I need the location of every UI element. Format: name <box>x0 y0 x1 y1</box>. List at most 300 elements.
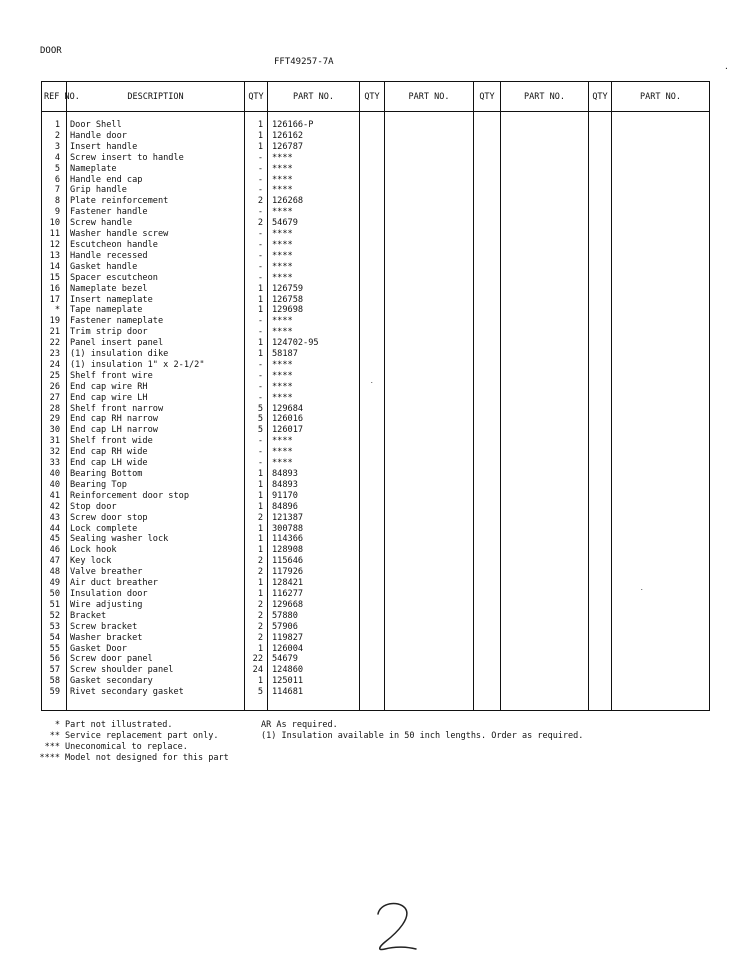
empty-cell <box>360 698 385 710</box>
empty-cell <box>589 414 612 425</box>
empty-cell <box>474 338 501 349</box>
table-row <box>42 142 710 153</box>
qty-header: QTY <box>360 82 385 112</box>
empty-cell <box>385 502 474 513</box>
table-row <box>42 545 710 556</box>
empty-cell <box>474 567 501 578</box>
qty-cell: 1 <box>245 349 268 360</box>
empty-cell <box>474 153 501 164</box>
empty-cell <box>589 185 612 196</box>
table-row <box>42 327 710 338</box>
description-cell: Spacer escutcheon <box>67 273 245 284</box>
ref-no-cell: 30 <box>42 425 67 436</box>
description-cell: Screw door panel <box>67 654 245 665</box>
description-cell: Gasket Door <box>67 644 245 655</box>
empty-cell <box>474 382 501 393</box>
empty-cell <box>474 534 501 545</box>
empty-cell <box>385 480 474 491</box>
table-row <box>42 425 710 436</box>
empty-cell <box>501 414 589 425</box>
empty-cell <box>474 578 501 589</box>
description-cell: Nameplate <box>67 164 245 175</box>
part-no-cell: 300788 <box>268 524 360 535</box>
empty-cell <box>360 360 385 371</box>
description-header: DESCRIPTION <box>67 82 245 112</box>
description-cell: (1) insulation 1" x 2-1/2" <box>67 360 245 371</box>
ref-no-cell: 19 <box>42 316 67 327</box>
description-cell: End cap LH narrow <box>67 425 245 436</box>
empty-cell <box>385 382 474 393</box>
description-cell: Tape nameplate <box>67 305 245 316</box>
table-row <box>42 589 710 600</box>
empty-cell <box>501 633 589 644</box>
ref-no-cell: 15 <box>42 273 67 284</box>
empty-cell <box>360 196 385 207</box>
empty-cell <box>589 284 612 295</box>
description-cell: Bearing Bottom <box>67 469 245 480</box>
empty-cell <box>360 578 385 589</box>
table-row <box>42 654 710 665</box>
empty-cell <box>474 349 501 360</box>
empty-cell <box>501 654 589 665</box>
empty-cell <box>589 524 612 535</box>
empty-cell <box>474 229 501 240</box>
empty-cell <box>501 502 589 513</box>
empty-cell <box>474 207 501 218</box>
empty-cell <box>385 185 474 196</box>
empty-cell <box>474 600 501 611</box>
qty-cell: 1 <box>245 491 268 502</box>
part-no-cell: **** <box>268 327 360 338</box>
description-cell: Screw handle <box>67 218 245 229</box>
empty-cell <box>501 458 589 469</box>
empty-cell <box>474 142 501 153</box>
part-no-cell: 115646 <box>268 556 360 567</box>
ref-no-cell: 17 <box>42 295 67 306</box>
table-row <box>42 469 710 480</box>
empty-cell <box>589 425 612 436</box>
empty-cell <box>612 327 710 338</box>
part-no-cell: 128421 <box>268 578 360 589</box>
table-row <box>42 229 710 240</box>
empty-cell <box>612 382 710 393</box>
empty-cell <box>501 262 589 273</box>
empty-cell <box>474 371 501 382</box>
description-cell: Air duct breather <box>67 578 245 589</box>
empty-cell <box>474 698 501 710</box>
part-no-cell: **** <box>268 251 360 262</box>
part-no-cell: 126758 <box>268 295 360 306</box>
ref-no-cell: 29 <box>42 414 67 425</box>
qty-cell: - <box>245 240 268 251</box>
ref-no-cell: 46 <box>42 545 67 556</box>
empty-cell <box>589 698 612 710</box>
part-no-cell: 126166-P <box>268 120 360 131</box>
footnote <box>34 753 229 764</box>
ref-no-cell: 16 <box>42 284 67 295</box>
empty-cell <box>501 360 589 371</box>
empty-cell <box>589 644 612 655</box>
empty-cell <box>385 295 474 306</box>
qty-cell: - <box>245 393 268 404</box>
empty-cell <box>612 251 710 262</box>
empty-cell <box>245 698 268 710</box>
empty-cell <box>589 360 612 371</box>
empty-cell <box>501 545 589 556</box>
empty-cell <box>385 458 474 469</box>
empty-cell <box>501 371 589 382</box>
description-cell: Fastener handle <box>67 207 245 218</box>
description-cell: Bearing Top <box>67 480 245 491</box>
empty-cell <box>474 589 501 600</box>
empty-cell <box>612 578 710 589</box>
empty-cell <box>612 665 710 676</box>
empty-cell <box>360 262 385 273</box>
empty-cell <box>360 295 385 306</box>
part-no-cell: 117926 <box>268 567 360 578</box>
description-cell: Shelf front wire <box>67 371 245 382</box>
empty-cell <box>474 447 501 458</box>
qty-cell: 2 <box>245 513 268 524</box>
empty-cell <box>474 175 501 186</box>
empty-cell <box>612 360 710 371</box>
empty-cell <box>385 436 474 447</box>
empty-cell <box>474 524 501 535</box>
part-no-header: PART NO. <box>268 82 360 112</box>
part-no-cell: 116277 <box>268 589 360 600</box>
description-cell: Handle door <box>67 131 245 142</box>
ref-no-cell: 6 <box>42 175 67 186</box>
ref-no-cell: 23 <box>42 349 67 360</box>
table-row <box>42 633 710 644</box>
part-no-cell: 124860 <box>268 665 360 676</box>
ref-no-cell: 22 <box>42 338 67 349</box>
description-cell: Wire adjusting <box>67 600 245 611</box>
empty-cell <box>385 175 474 186</box>
description-cell: Screw shoulder panel <box>67 665 245 676</box>
stray-mark: . <box>640 585 644 592</box>
qty-cell: - <box>245 207 268 218</box>
empty-cell <box>385 622 474 633</box>
part-no-header: PART NO. <box>501 82 589 112</box>
description-cell: End cap RH narrow <box>67 414 245 425</box>
empty-cell <box>474 436 501 447</box>
table-row <box>42 534 710 545</box>
footnote-text: Service replacement part only. <box>65 731 219 741</box>
empty-cell <box>612 229 710 240</box>
table-row <box>42 513 710 524</box>
empty-cell <box>612 633 710 644</box>
empty-cell <box>612 600 710 611</box>
empty-cell <box>589 382 612 393</box>
part-no-cell: **** <box>268 458 360 469</box>
empty-cell <box>385 327 474 338</box>
empty-cell <box>501 284 589 295</box>
empty-cell <box>474 305 501 316</box>
table-row <box>42 185 710 196</box>
empty-cell <box>501 316 589 327</box>
description-cell: Bracket <box>67 611 245 622</box>
footnote-mark: * <box>54 720 60 730</box>
table-row <box>42 284 710 295</box>
table-row <box>42 458 710 469</box>
empty-cell <box>474 556 501 567</box>
part-no-cell: **** <box>268 360 360 371</box>
empty-cell <box>612 349 710 360</box>
ref-no-cell: 45 <box>42 534 67 545</box>
empty-cell <box>360 589 385 600</box>
qty-cell: - <box>245 447 268 458</box>
empty-cell <box>385 218 474 229</box>
empty-cell <box>612 698 710 710</box>
description-cell: Panel insert panel <box>67 338 245 349</box>
ref-no-cell: 4 <box>42 153 67 164</box>
empty-cell <box>474 273 501 284</box>
empty-cell <box>612 240 710 251</box>
empty-cell <box>385 316 474 327</box>
ref-no-cell: 44 <box>42 524 67 535</box>
part-no-cell: 126787 <box>268 142 360 153</box>
empty-cell <box>589 262 612 273</box>
empty-cell <box>501 175 589 186</box>
empty-cell <box>474 360 501 371</box>
qty-cell: 1 <box>245 120 268 131</box>
table-spacer-row <box>42 112 710 121</box>
empty-cell <box>589 404 612 415</box>
description-cell: End cap LH wide <box>67 458 245 469</box>
empty-cell <box>589 218 612 229</box>
empty-cell <box>612 502 710 513</box>
part-no-cell: 129684 <box>268 404 360 415</box>
part-no-cell: **** <box>268 382 360 393</box>
footnote-text: Part not illustrated. <box>65 720 173 730</box>
empty-cell <box>589 600 612 611</box>
empty-cell <box>501 644 589 655</box>
empty-cell <box>385 513 474 524</box>
qty-cell: 1 <box>245 295 268 306</box>
ref-no-cell: 14 <box>42 262 67 273</box>
table-row <box>42 273 710 284</box>
empty-cell <box>360 480 385 491</box>
empty-cell <box>589 687 612 698</box>
empty-cell <box>589 196 612 207</box>
table-row <box>42 164 710 175</box>
empty-cell <box>385 567 474 578</box>
ref-no-cell: 55 <box>42 644 67 655</box>
ref-no-cell: 7 <box>42 185 67 196</box>
empty-cell <box>501 142 589 153</box>
empty-cell <box>474 131 501 142</box>
description-cell: Grip handle <box>67 185 245 196</box>
ref-no-cell: 2 <box>42 131 67 142</box>
empty-cell <box>360 371 385 382</box>
table-row <box>42 687 710 698</box>
empty-cell <box>360 665 385 676</box>
empty-cell <box>360 545 385 556</box>
table-row <box>42 240 710 251</box>
table-filler-row <box>42 698 710 710</box>
empty-cell <box>360 382 385 393</box>
empty-cell <box>385 207 474 218</box>
part-no-cell: **** <box>268 175 360 186</box>
empty-cell <box>360 240 385 251</box>
empty-cell <box>385 284 474 295</box>
table-row <box>42 676 710 687</box>
empty-cell <box>360 164 385 175</box>
empty-cell <box>589 491 612 502</box>
ref-no-cell: 54 <box>42 633 67 644</box>
empty-cell <box>589 654 612 665</box>
qty-cell: 1 <box>245 131 268 142</box>
qty-cell: - <box>245 436 268 447</box>
part-no-cell: 114681 <box>268 687 360 698</box>
empty-cell <box>385 360 474 371</box>
empty-cell <box>385 469 474 480</box>
ref-no-cell: 42 <box>42 502 67 513</box>
qty-cell: 1 <box>245 534 268 545</box>
empty-cell <box>360 316 385 327</box>
empty-cell <box>589 534 612 545</box>
empty-cell <box>501 338 589 349</box>
description-cell: Door Shell <box>67 120 245 131</box>
table-row <box>42 600 710 611</box>
empty-cell <box>474 393 501 404</box>
empty-cell <box>612 480 710 491</box>
ref-no-cell: 52 <box>42 611 67 622</box>
empty-cell <box>612 218 710 229</box>
empty-cell <box>385 414 474 425</box>
empty-cell <box>589 447 612 458</box>
empty-cell <box>501 393 589 404</box>
empty-cell <box>612 611 710 622</box>
qty-cell: 5 <box>245 414 268 425</box>
empty-cell <box>360 305 385 316</box>
description-cell: Gasket secondary <box>67 676 245 687</box>
qty-cell: 1 <box>245 524 268 535</box>
empty-cell <box>474 622 501 633</box>
empty-cell <box>360 469 385 480</box>
qty-cell: 2 <box>245 633 268 644</box>
table-row <box>42 262 710 273</box>
empty-cell <box>589 665 612 676</box>
empty-cell <box>589 164 612 175</box>
table-row <box>42 120 710 131</box>
empty-cell <box>589 305 612 316</box>
footnote-mark: **** <box>39 753 60 763</box>
table-row <box>42 578 710 589</box>
ref-no-cell: 49 <box>42 578 67 589</box>
qty-cell: 5 <box>245 404 268 415</box>
empty-cell <box>612 371 710 382</box>
empty-cell <box>385 600 474 611</box>
empty-cell <box>360 185 385 196</box>
qty-cell: 1 <box>245 502 268 513</box>
empty-cell <box>589 556 612 567</box>
part-no-cell: **** <box>268 316 360 327</box>
table-row <box>42 382 710 393</box>
empty-cell <box>474 545 501 556</box>
table-row <box>42 218 710 229</box>
table-row <box>42 447 710 458</box>
empty-cell <box>501 425 589 436</box>
table-row <box>42 414 710 425</box>
empty-cell <box>612 196 710 207</box>
part-no-cell: 84893 <box>268 469 360 480</box>
empty-cell <box>589 633 612 644</box>
empty-cell <box>474 414 501 425</box>
empty-cell <box>474 469 501 480</box>
description-cell: Handle end cap <box>67 175 245 186</box>
empty-cell <box>385 251 474 262</box>
handwritten-page-mark <box>372 900 422 952</box>
table-row <box>42 349 710 360</box>
empty-cell <box>360 622 385 633</box>
empty-cell <box>501 295 589 306</box>
empty-cell <box>474 502 501 513</box>
table-row <box>42 175 710 186</box>
empty-cell <box>360 611 385 622</box>
description-cell: Washer bracket <box>67 633 245 644</box>
footnote-text: Model not designed for this part <box>65 753 229 763</box>
ref-no-cell: 3 <box>42 142 67 153</box>
empty-cell <box>501 480 589 491</box>
empty-cell <box>385 534 474 545</box>
empty-cell <box>501 567 589 578</box>
empty-cell <box>385 164 474 175</box>
qty-cell: 5 <box>245 425 268 436</box>
empty-cell <box>501 436 589 447</box>
note-as-required: AR As required. <box>261 720 338 730</box>
empty-cell <box>589 338 612 349</box>
empty-cell <box>42 698 67 710</box>
part-no-cell: 58187 <box>268 349 360 360</box>
empty-cell <box>474 120 501 131</box>
footnote-text: Uneconomical to replace. <box>65 742 188 752</box>
empty-cell <box>501 611 589 622</box>
empty-cell <box>501 196 589 207</box>
empty-cell <box>612 338 710 349</box>
table-row <box>42 131 710 142</box>
empty-cell <box>589 513 612 524</box>
empty-cell <box>612 185 710 196</box>
ref-no-cell: 9 <box>42 207 67 218</box>
empty-cell <box>501 251 589 262</box>
empty-cell <box>360 175 385 186</box>
description-cell: Valve breather <box>67 567 245 578</box>
table-row <box>42 665 710 676</box>
qty-cell: - <box>245 316 268 327</box>
empty-cell <box>612 273 710 284</box>
empty-cell <box>612 458 710 469</box>
description-cell: Stop door <box>67 502 245 513</box>
empty-cell <box>612 305 710 316</box>
empty-cell <box>612 153 710 164</box>
qty-cell: 2 <box>245 567 268 578</box>
empty-cell <box>474 665 501 676</box>
part-no-cell: 125011 <box>268 676 360 687</box>
empty-cell <box>474 480 501 491</box>
table-row <box>42 338 710 349</box>
empty-cell <box>501 447 589 458</box>
empty-cell <box>589 676 612 687</box>
qty-cell: 22 <box>245 654 268 665</box>
empty-cell <box>589 480 612 491</box>
empty-cell <box>385 142 474 153</box>
ref-no-cell: 53 <box>42 622 67 633</box>
empty-cell <box>360 491 385 502</box>
table-row <box>42 316 710 327</box>
empty-cell <box>474 644 501 655</box>
